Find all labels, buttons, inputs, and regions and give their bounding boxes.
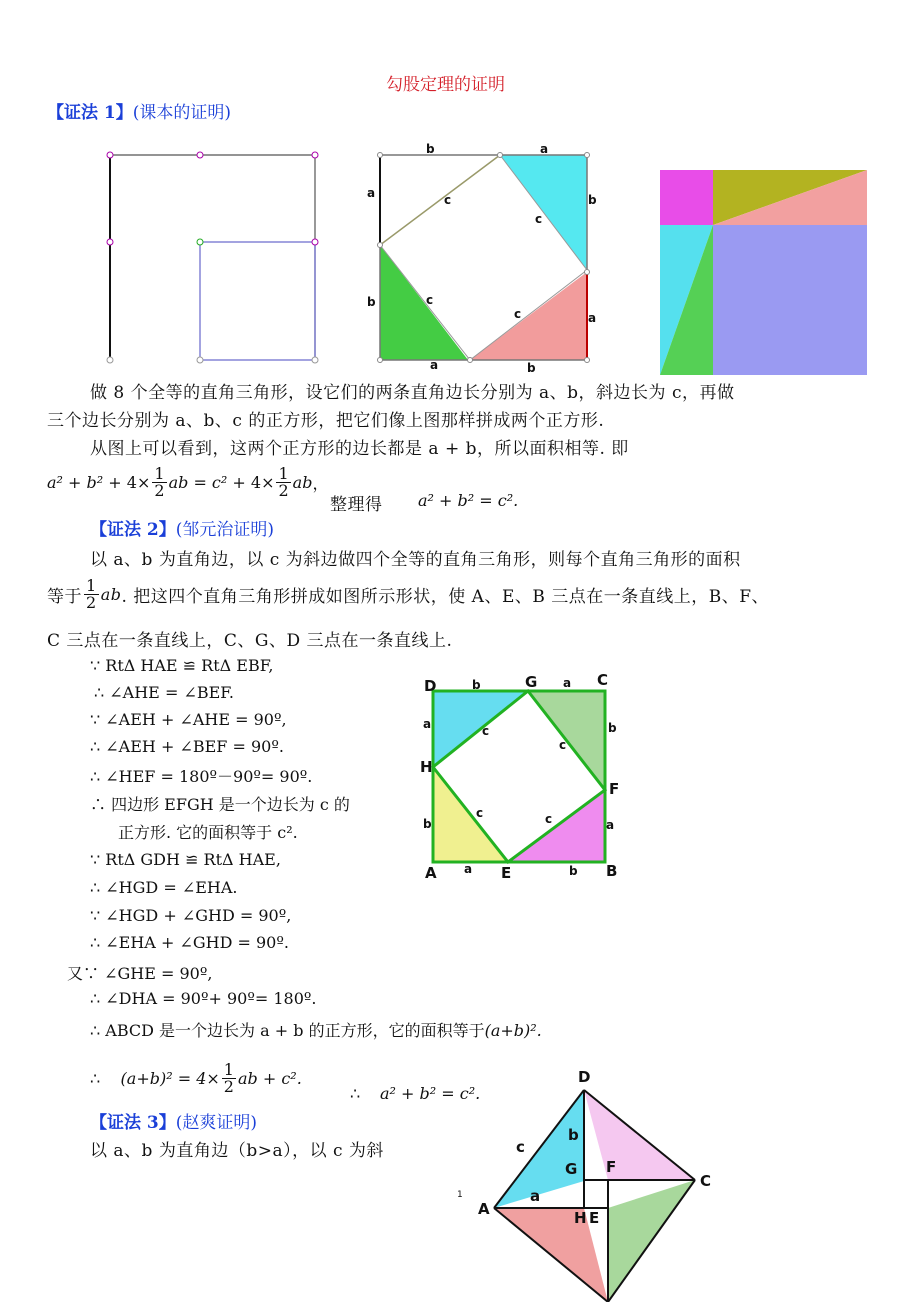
- proof1-bracket: 【证法 1】: [47, 103, 133, 123]
- fig2-label-B: B: [606, 862, 618, 880]
- step-5: ∴ ∠HEF = 180º－90º= 90º.: [90, 767, 313, 786]
- step-4: ∴ ∠AEH + ∠BEF = 90º.: [90, 737, 284, 756]
- proof2-heading: [90, 515, 274, 540]
- fig3-label-A: A: [478, 1200, 490, 1218]
- fig2-label-a-4: a: [464, 862, 473, 876]
- eq-comma: ，: [312, 474, 329, 493]
- step-8: ∵ RtΔ GDH ≌ RtΔ HAE,: [90, 850, 281, 869]
- frac2-num: 1: [278, 464, 289, 483]
- fig2-label-E: E: [501, 864, 512, 882]
- fig1-label-c-2: c: [535, 212, 543, 226]
- proof2-line2-prefix: 等于: [47, 587, 82, 607]
- fig2-label-b-3: b: [423, 817, 432, 831]
- eq-ab: ab: [168, 473, 189, 492]
- figure1-left: [100, 145, 330, 370]
- proof1-heading: [47, 98, 231, 123]
- proof3-bracket: 【证法 3】: [90, 1113, 176, 1133]
- eq-plus-4x: + 4×: [108, 473, 151, 492]
- fig2-label-C: C: [597, 671, 609, 689]
- fig2-label-a-2: a: [423, 717, 432, 731]
- fig2-label-c-2: c: [559, 738, 567, 752]
- eq-frac-1: [152, 466, 166, 499]
- eq-plus-4x-2: + 4×: [232, 473, 275, 492]
- step-11: ∴ ∠EHA + ∠GHD = 90º.: [90, 933, 289, 952]
- fig3-label-a: a: [530, 1187, 541, 1205]
- step-16-therefore: ∴: [350, 1084, 361, 1103]
- fig2-label-c-1: c: [482, 724, 490, 738]
- step-16-result: a² + b² = c².: [380, 1084, 481, 1103]
- proof2-note: (邹元治证明): [175, 520, 275, 540]
- figure1-middle: [360, 140, 605, 375]
- fig1-label-b-left: b: [367, 295, 376, 309]
- fig1-label-a-bottom: a: [430, 358, 439, 372]
- step-3: ∵ ∠AEH + ∠AHE = 90º,: [90, 710, 287, 729]
- figure1-right: [660, 170, 867, 375]
- proof3-line1: 以 a、b 为直角边（b>a），以 c 为斜: [90, 1141, 384, 1161]
- step15-frac-den: 2: [223, 1077, 234, 1096]
- step-9: ∴ ∠HGD = ∠EHA.: [90, 878, 238, 897]
- eq-plus-b2: + b²: [68, 473, 104, 492]
- fig3-label-F: F: [606, 1158, 617, 1176]
- step-13: ∴ ∠DHA = 90º+ 90º= 180º.: [90, 989, 317, 1008]
- step-15-rhs: ab + c².: [237, 1069, 302, 1088]
- eq-ab-2: ab: [292, 473, 313, 492]
- proof3-note: (赵爽证明): [175, 1113, 258, 1133]
- page-mark: 1: [457, 1190, 463, 1200]
- eq-frac-2: [276, 466, 290, 499]
- fig2-label-a-1: a: [563, 676, 572, 690]
- frac-den: 2: [154, 481, 165, 500]
- step-15-therefore: ∴: [90, 1069, 101, 1088]
- proof2-frac-num: 1: [86, 576, 97, 595]
- proof1-note: (课本的证明): [132, 103, 232, 123]
- eq-a2: a²: [47, 473, 63, 492]
- fig2-label-a-3: a: [606, 818, 615, 832]
- fig1-label-c-1: c: [444, 193, 452, 207]
- figure2: [420, 678, 620, 878]
- proof1-result: a² + b² = c².: [418, 491, 519, 510]
- step-7: 正方形. 它的面积等于 c².: [118, 823, 298, 842]
- fig2-label-c-4: c: [545, 812, 553, 826]
- fig1-label-c-3: c: [426, 293, 434, 307]
- fig3-label-b: b: [568, 1126, 579, 1144]
- fig3-label-C: C: [700, 1172, 712, 1190]
- step-14-text: ∴ ABCD 是一个边长为 a + b 的正方形，它的面积等于: [90, 1021, 485, 1040]
- step-15: [90, 1062, 302, 1095]
- fig2-label-c-3: c: [476, 806, 484, 820]
- fig3-label-D: D: [578, 1068, 591, 1086]
- proof1-organize: 整理得: [330, 495, 383, 515]
- page-title: 勾股定理的证明: [386, 75, 505, 95]
- proof1-para1-line1: 做 8 个全等的直角三角形，设它们的两条直角边长分别为 a、b，斜边长为 c，再做: [90, 383, 735, 403]
- fig1-label-c-4: c: [514, 307, 522, 321]
- proof2-line3: C 三点在一条直线上，C、G、D 三点在一条直线上.: [47, 631, 453, 651]
- fig3-label-G: G: [565, 1160, 578, 1178]
- frac-num: 1: [154, 464, 165, 483]
- proof2-line2-rest: . 把这四个直角三角形拼成如图所示形状，使 A、E、B 三点在一条直线上，B、F、: [121, 587, 770, 607]
- step-12: 又∵ ∠GHE = 90º,: [67, 964, 213, 983]
- fig2-label-b-4: b: [569, 864, 578, 878]
- fig3-label-c: c: [516, 1138, 525, 1156]
- fig1-label-b-top: b: [426, 142, 435, 156]
- step-1: ∵ RtΔ HAE ≌ RtΔ EBF,: [90, 656, 274, 675]
- fig1-label-b-bottom: b: [527, 361, 536, 375]
- proof1-equation: [47, 466, 328, 499]
- proof1-para2: 从图上可以看到，这两个正方形的边长都是 a + b，所以面积相等. 即: [90, 439, 629, 459]
- proof2-line1: 以 a、b 为直角边，以 c 为斜边做四个全等的直角三角形，则每个直角三角形的面积: [90, 550, 741, 570]
- fig1-label-a-right: a: [588, 311, 597, 325]
- proof2-ab: ab: [100, 585, 122, 604]
- step-14-expr: (a+b)².: [484, 1021, 542, 1040]
- step-15-frac: [222, 1062, 236, 1095]
- step-14: [90, 1018, 542, 1041]
- fig2-label-H: H: [420, 758, 433, 776]
- figure3: [480, 1080, 710, 1302]
- frac2-den: 2: [278, 481, 289, 500]
- step15-frac-num: 1: [223, 1060, 234, 1079]
- eq-equals-c2: = c²: [193, 473, 228, 492]
- step-6: ∴ 四边形 EFGH 是一个边长为 c 的: [90, 795, 350, 814]
- step-2: ∴ ∠AHE = ∠BEF.: [94, 683, 234, 702]
- fig2-label-G: G: [525, 673, 538, 691]
- step-15-lhs: (a+b)² = 4×: [120, 1069, 220, 1088]
- fig2-label-F: F: [609, 780, 620, 798]
- proof2-line2: [47, 578, 769, 611]
- proof3-heading: [90, 1108, 257, 1133]
- fig3-label-E: E: [589, 1209, 600, 1227]
- fig2-label-A: A: [425, 864, 437, 882]
- fig1-label-b-right: b: [588, 193, 597, 207]
- fig1-label-a-left: a: [367, 186, 376, 200]
- fig3-label-H: H: [574, 1209, 587, 1227]
- fig2-label-b-1: b: [472, 678, 481, 692]
- proof2-frac: [84, 578, 99, 611]
- step-10: ∵ ∠HGD + ∠GHD = 90º,: [90, 906, 292, 925]
- fig2-label-b-2: b: [608, 721, 617, 735]
- proof1-para1-line2: 三个边长分别为 a、b、c 的正方形，把它们像上图那样拼成两个正方形.: [47, 411, 605, 431]
- proof2-bracket: 【证法 2】: [90, 520, 176, 540]
- fig1-label-a-top: a: [540, 142, 549, 156]
- proof2-frac-den: 2: [86, 593, 97, 612]
- fig2-label-D: D: [424, 677, 437, 695]
